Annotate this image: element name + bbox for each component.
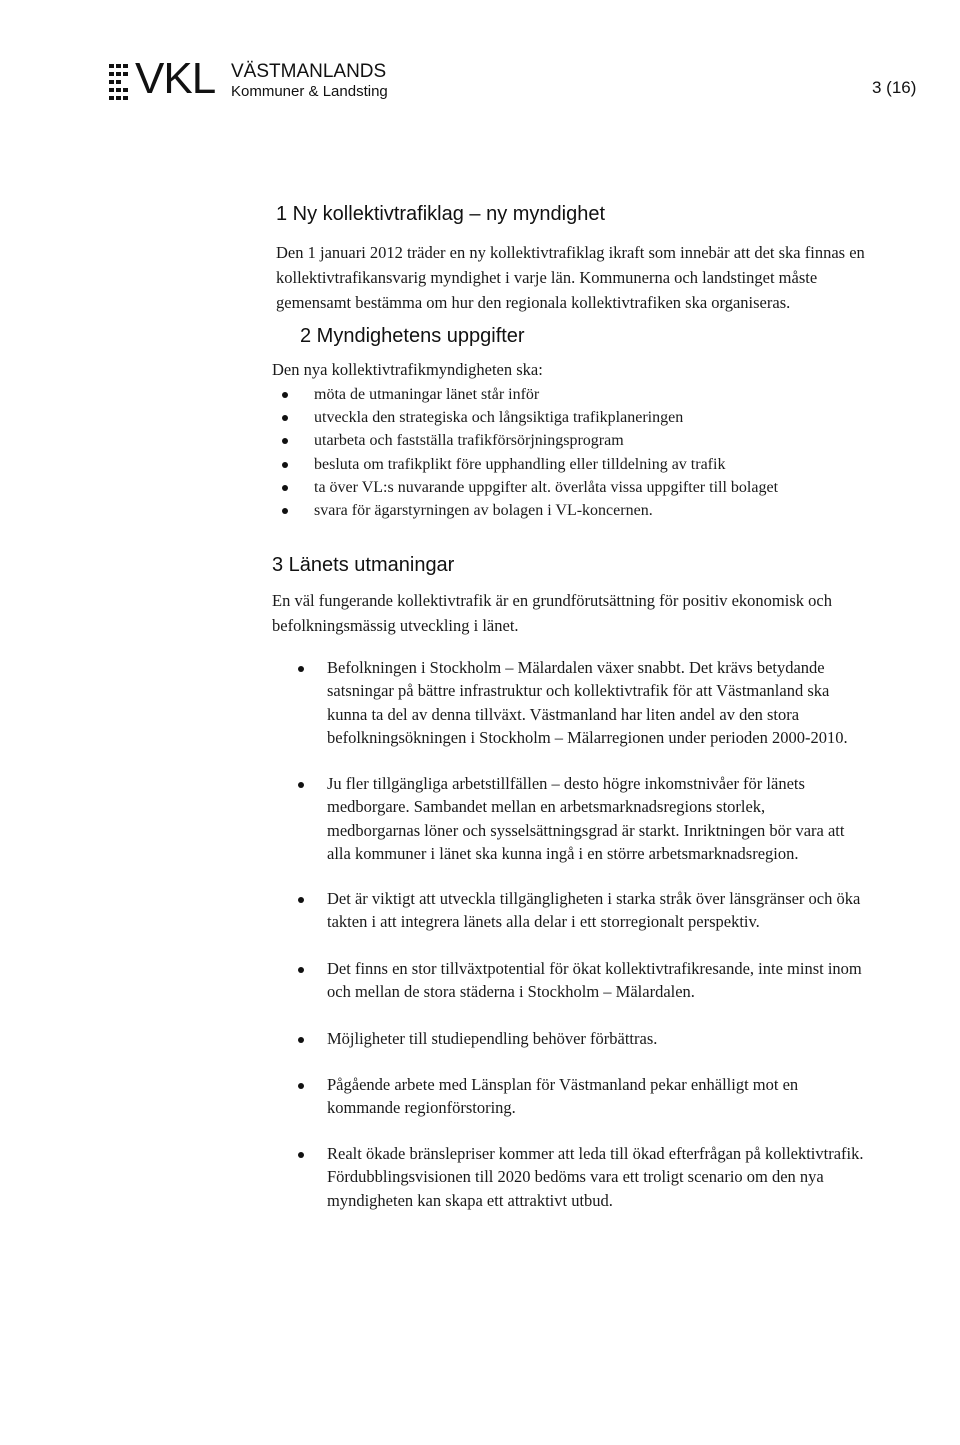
bullet-icon bbox=[282, 508, 288, 514]
list-item-line: Ju fler tillgängliga arbetstillfällen – desto högre inkomstnivåer för länets bbox=[327, 774, 805, 793]
bullet-icon bbox=[282, 415, 288, 421]
list-item-text bbox=[327, 957, 862, 1004]
list-item-text bbox=[327, 656, 848, 750]
list-item-line: Det är viktigt att utveckla tillgängligheten i starka stråk över länsgränser och öka bbox=[327, 889, 861, 908]
list-item-text bbox=[327, 772, 844, 866]
list-item-line: och mellan de stora städerna i Stockholm – Mälardalen. bbox=[327, 982, 695, 1002]
list-item-line: alla kommuner i länet ska kunna ingå i en större arbetsmarknadsregion. bbox=[327, 844, 799, 864]
bullet-icon bbox=[298, 1152, 304, 1158]
list-item-line: Pågående arbete med Länsplan för Västmanland pekar enhälligt mot en bbox=[327, 1075, 799, 1094]
list-item-text: besluta om trafikplikt före upphandling eller tilldelning av trafik bbox=[314, 455, 726, 473]
bullet-icon bbox=[298, 782, 304, 788]
list-item-line: befolkningsökningen i Stockholm – Mälarregionen under perioden 2000-2010. bbox=[327, 728, 848, 748]
bullet-icon bbox=[298, 1083, 304, 1089]
list-item-line: Realt ökade bränslepriser kommer att leda till ökad efterfrågan på kollektivtrafik. bbox=[327, 1144, 864, 1163]
logo-subtitle: Kommuner & Landsting bbox=[231, 83, 388, 100]
bullet-icon bbox=[298, 666, 304, 672]
bullet-icon bbox=[282, 462, 288, 468]
task-list bbox=[272, 383, 892, 522]
bullet-icon bbox=[282, 438, 288, 444]
list-item bbox=[272, 429, 892, 452]
paragraph-line: En väl fungerande kollektivtrafik är en grundförutsättning för positiv ekonomisk och bbox=[272, 591, 832, 610]
paragraph-line: Den 1 januari 2012 träder en ny kollektivtrafiklag ikraft som innebär att det ska finnas en bbox=[276, 243, 865, 262]
list-item-line: medborgarnas löner och sysselsättningsgrad är starkt. Inriktningen bör vara att bbox=[327, 820, 845, 840]
paragraph-line: befolkningsmässig utveckling i länet. bbox=[272, 616, 519, 635]
list-item bbox=[272, 406, 892, 429]
list-item-text bbox=[327, 1027, 657, 1050]
list-item-line: takten i att integrera länets alla delar i ett storregionalt perspektiv. bbox=[327, 912, 760, 932]
bullet-icon bbox=[298, 897, 304, 903]
list-item-text: svara för ägarstyrningen av bolagen i VL-koncernen. bbox=[314, 501, 653, 519]
bullet-icon bbox=[298, 967, 304, 973]
list-item-text: utveckla den strategiska och långsiktiga trafikplaneringen bbox=[314, 409, 684, 427]
list-item-text: ta över VL:s nuvarande uppgifter alt. överlåta vissa uppgifter till bolaget bbox=[314, 478, 779, 496]
section-heading-1: 1 Ny kollektivtrafiklag – ny myndighet bbox=[276, 203, 606, 225]
paragraph-line: kollektivtrafikansvarig myndighet i varje län. Kommunerna och landstinget måste bbox=[276, 268, 818, 287]
list-item-text bbox=[327, 1142, 864, 1212]
bullet-icon bbox=[282, 485, 288, 491]
list-item-line: Möjligheter till studiependling behöver förbättras. bbox=[327, 1029, 658, 1048]
list-item-line: Det finns en stor tillväxtpotential för ökat kollektivtrafikresande, inte minst inom bbox=[327, 959, 862, 978]
section-1-paragraph bbox=[276, 240, 960, 315]
list-item-line: medborgare. Sambandet mellan en arbetsmarknadsregions storlek, bbox=[327, 797, 766, 817]
logo-region-name: VÄSTMANLANDS bbox=[231, 61, 387, 82]
bullet-icon bbox=[282, 392, 288, 398]
list-item bbox=[272, 453, 892, 476]
section-heading-2: 2 Myndighetens uppgifter bbox=[300, 325, 525, 347]
list-item-line: Befolkningen i Stockholm – Mälardalen växer snabbt. Det krävs betydande bbox=[327, 658, 825, 677]
list-item-line: Fördubblingsvisionen till 2020 bedöms vara ett troligt scenario om den nya bbox=[327, 1167, 824, 1187]
list-item-line: kommande regionförstoring. bbox=[327, 1098, 516, 1118]
list-item-line: myndigheten kan skapa ett attraktivt utbud. bbox=[327, 1190, 613, 1210]
list-item-line: kunna ta del av denna tillväxt. Västmanland har liten andel av den stora bbox=[327, 704, 800, 724]
list-item-line: satsningar på bättre infrastruktur och kollektivtrafik för att Västmanland ska bbox=[327, 681, 830, 701]
list-item bbox=[272, 476, 892, 499]
list-item bbox=[272, 383, 892, 406]
section-heading-3: 3 Länets utmaningar bbox=[272, 554, 455, 576]
section-2-intro: Den nya kollektivtrafikmyndigheten ska: bbox=[272, 360, 543, 379]
list-item-text bbox=[327, 1073, 798, 1120]
list-item-text bbox=[327, 887, 860, 934]
section-3-intro bbox=[272, 588, 932, 638]
logo-wordmark: VKL bbox=[135, 54, 216, 103]
page-number: 3 (16) bbox=[872, 78, 917, 97]
list-item-text: möta de utmaningar länet står inför bbox=[314, 386, 540, 403]
paragraph-line: gemensamt bestämma om hur den regionala kollektivtrafiken ska organiseras. bbox=[276, 293, 791, 312]
list-item bbox=[272, 499, 892, 522]
bullet-icon bbox=[298, 1037, 304, 1043]
list-item-text: utarbeta och fastställa trafikförsörjningsprogram bbox=[314, 432, 624, 450]
